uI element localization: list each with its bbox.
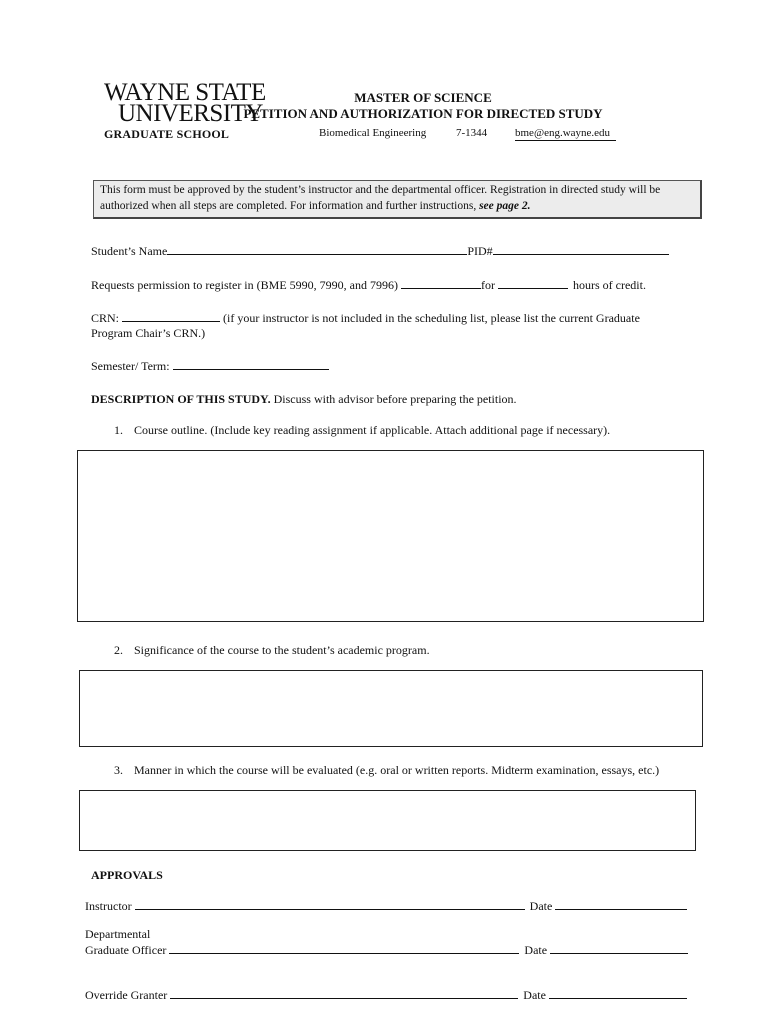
crn-row [91,310,691,341]
approvals-heading: APPROVALS [91,868,163,882]
semester-label: Semester/ Term: [91,359,170,373]
form-title-line1: MASTER OF SCIENCE [354,90,492,105]
item-3 [114,763,659,778]
instructor-label: Instructor [85,899,132,913]
department-email[interactable]: bme@eng.wayne.edu [515,127,616,141]
item-2-number: 2. [114,643,123,657]
form-title-line2: PETITION AND AUTHORIZATION FOR DIRECTED STUDY [243,106,603,121]
dept-label-line2: Graduate Officer [85,943,167,957]
logo-wayne-state: WAYNE STATE [104,79,266,106]
item-3-number: 3. [114,763,123,777]
course-outline-box[interactable] [77,450,704,622]
override-signature-field[interactable] [170,987,518,999]
instructor-row [85,898,687,914]
item-2-text: Significance of the course to the student’s academic program. [134,643,430,657]
instructor-date-field[interactable] [555,898,687,910]
item-1-text: Course outline. (Include key reading assignment if applicable. Attach additional page if necessary). [134,423,611,437]
evaluation-box[interactable] [79,790,696,851]
credit-hours-field[interactable] [498,277,568,289]
pid-field[interactable] [493,243,669,255]
crn-note-line1: (if your instructor is not included in the scheduling list, please list the current Graduate [223,311,640,325]
override-date-field[interactable] [549,987,687,999]
student-name-label: Student’s Name [91,244,168,258]
description-heading: DESCRIPTION OF THIS STUDY. [91,392,271,406]
logo-university: UNIVERSITY [118,100,263,127]
requests-label: Requests permission to register in (BME 5990, 7990, and 7996) [91,278,398,292]
notice-text: This form must be approved by the student’s instructor and the departmental officer. Registration in directed study will be authorized when all steps are completed. For information and further instructions, [100,184,661,212]
department-phone: 7-1344 [456,127,488,139]
student-name-field[interactable] [167,243,467,255]
graduate-school-label: GRADUATE SCHOOL [104,127,230,141]
requests-row [91,277,646,293]
pid-label: PID# [467,244,493,258]
significance-box[interactable] [79,670,703,747]
dept-label-line1: Departmental [85,927,151,941]
department-name: Biomedical Engineering [319,127,427,139]
instructor-date-label: Date [529,899,553,913]
crn-label: CRN: [91,311,120,325]
notice-see-page: see page 2. [479,200,531,212]
description-instruction: Discuss with advisor before preparing the petition. [273,392,517,406]
instructions-notice [93,180,702,219]
hours-label: hours of credit. [572,278,646,292]
description-row [91,392,517,407]
item-1-number: 1. [114,423,123,437]
item-2 [114,643,430,658]
dept-date-label: Date [524,943,548,957]
course-number-field[interactable] [401,277,481,289]
dept-officer-row [85,927,688,958]
override-row [85,987,687,1003]
override-label: Override Granter [85,988,168,1002]
instructor-signature-field[interactable] [135,898,525,910]
override-date-label: Date [523,988,546,1002]
semester-row [91,358,329,374]
student-name-row [91,243,669,259]
semester-field[interactable] [173,358,329,370]
item-3-text: Manner in which the course will be evaluated (e.g. oral or written reports. Midterm examination, essays, etc.) [134,763,660,777]
dept-date-field[interactable] [550,942,688,954]
for-label: for [480,278,495,292]
item-1 [114,423,610,438]
dept-officer-signature-field[interactable] [169,942,519,954]
crn-note-line2: Program Chair’s CRN.) [91,326,206,340]
crn-field[interactable] [122,310,220,322]
